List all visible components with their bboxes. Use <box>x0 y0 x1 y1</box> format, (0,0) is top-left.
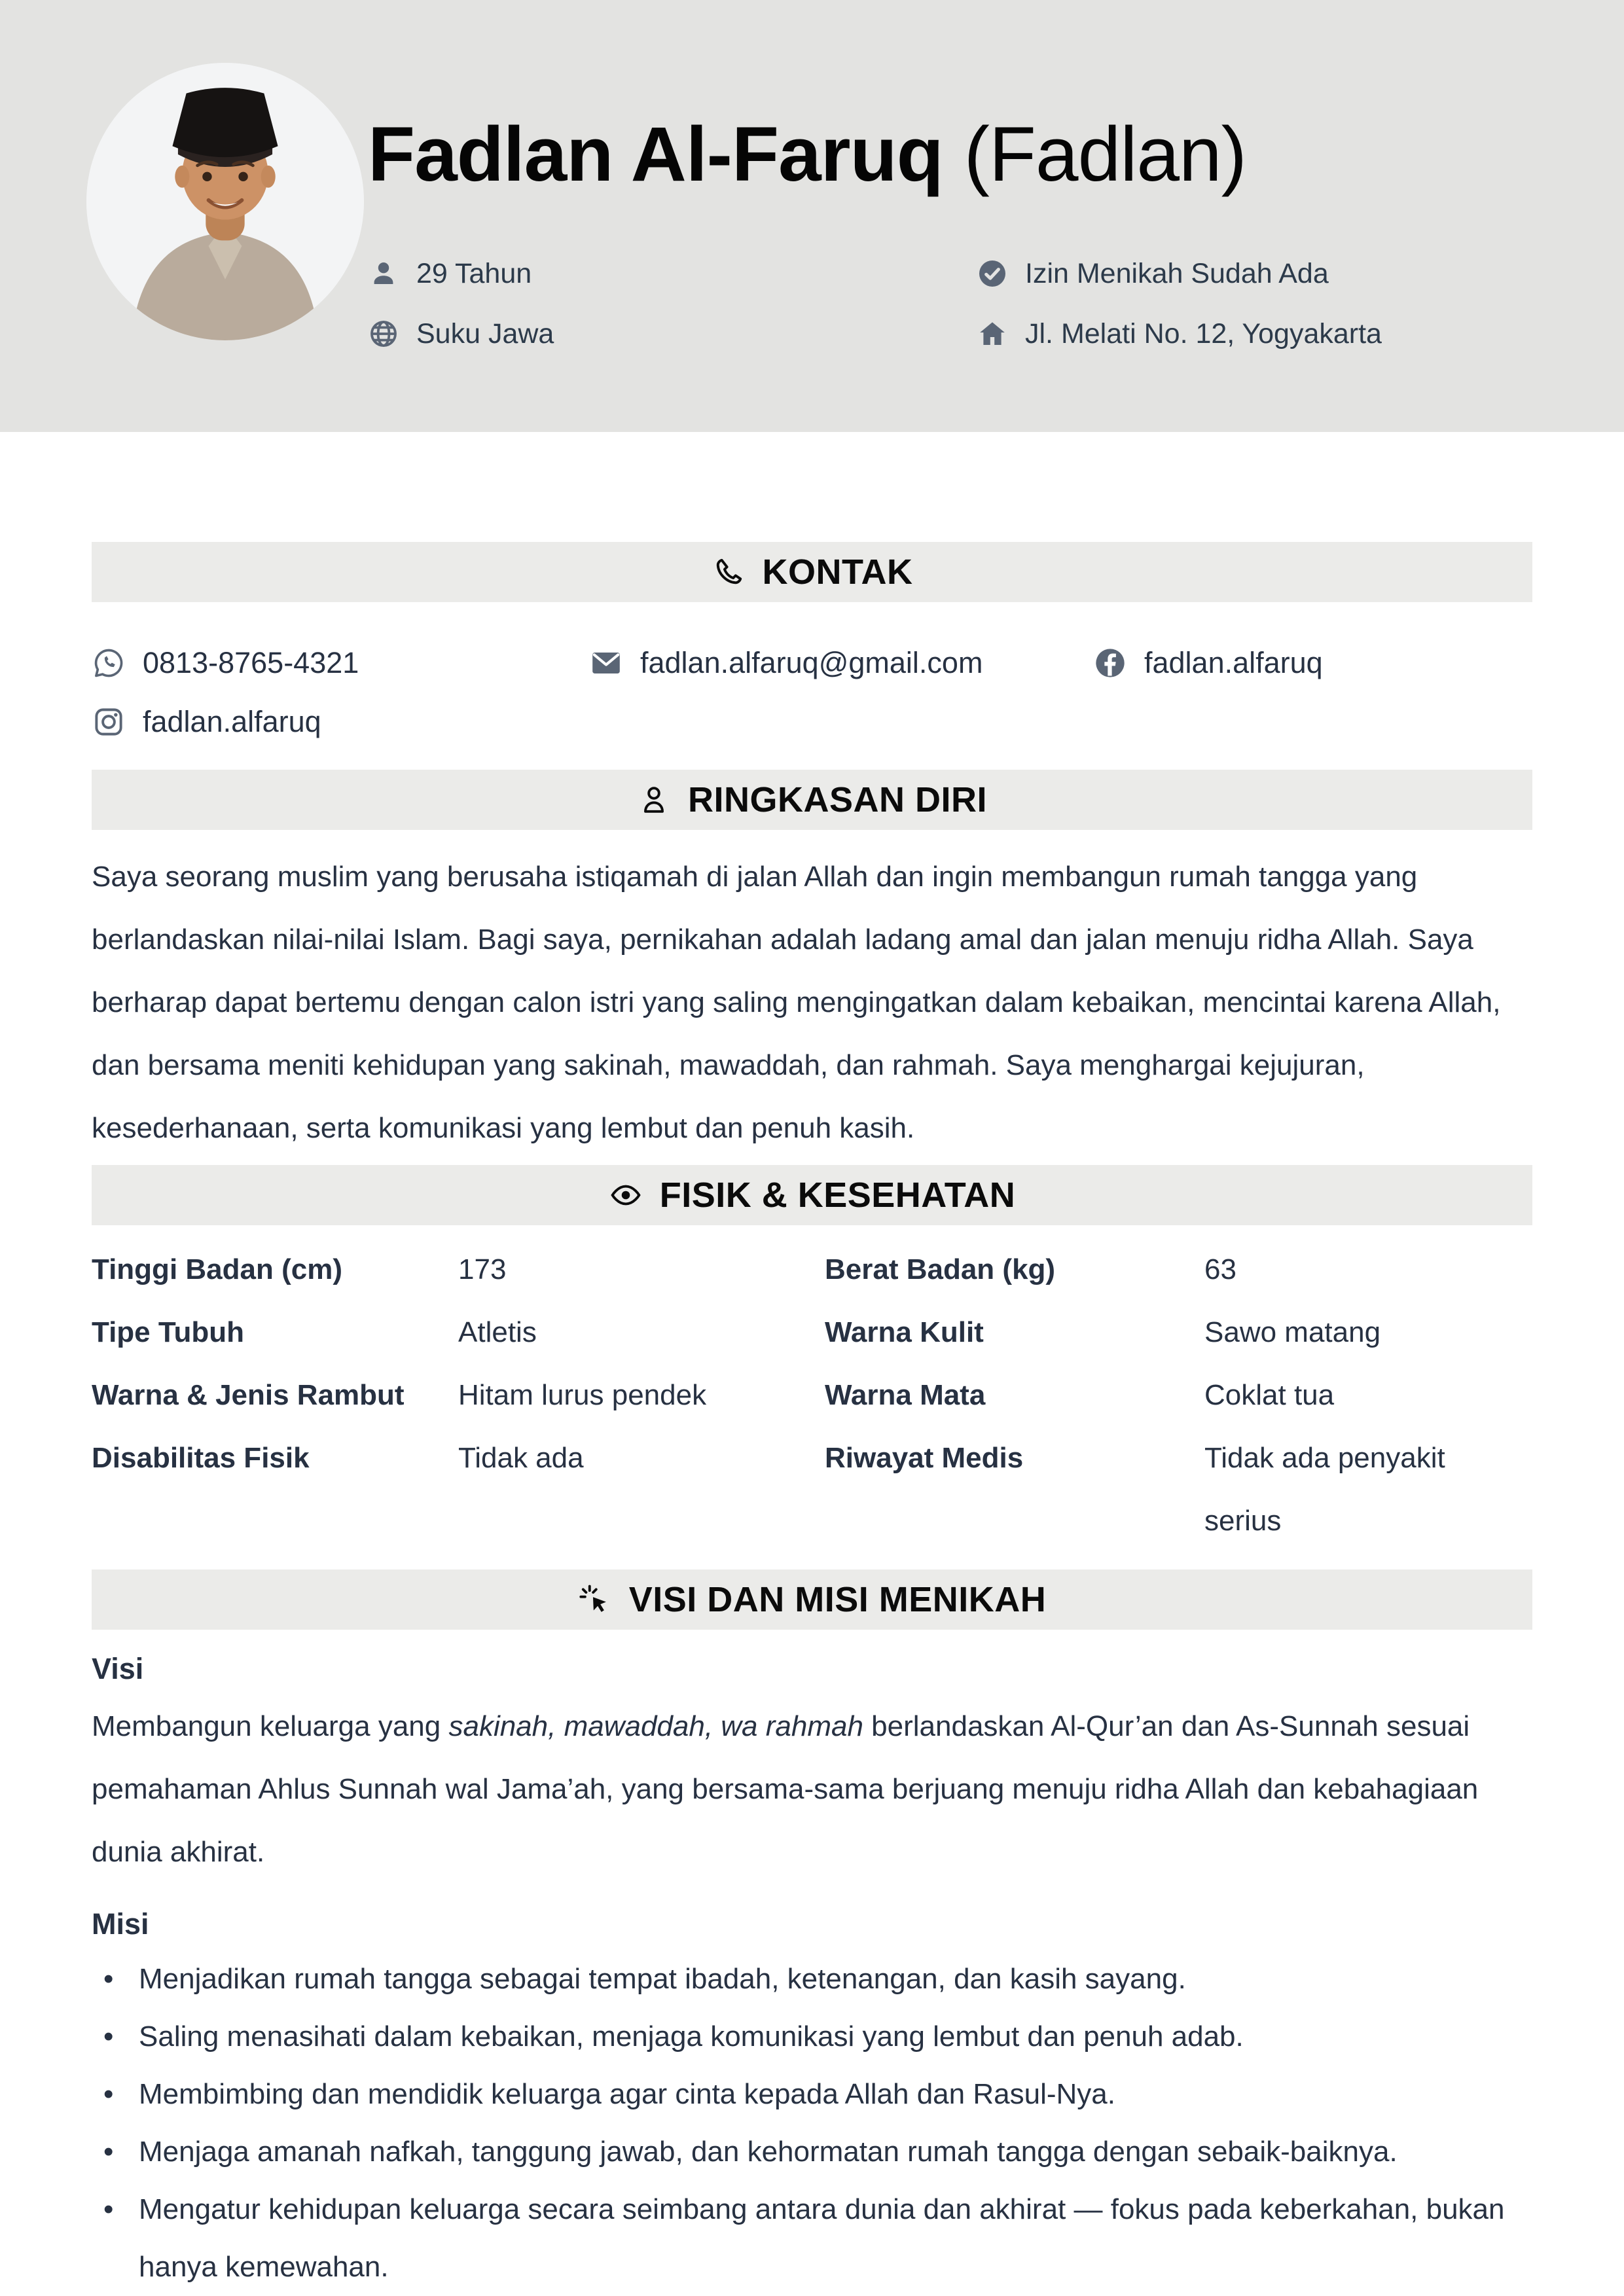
document-body <box>0 542 1624 2296</box>
info-ethnicity <box>368 318 977 350</box>
header <box>0 0 1624 432</box>
cursor-click-icon <box>578 1583 612 1617</box>
info-marriage-permission <box>977 258 1382 290</box>
nickname: (Fadlan) <box>964 111 1246 198</box>
section-banner-visi-misi <box>92 1570 1532 1630</box>
field-label: Tipe Tubuh <box>92 1316 244 1348</box>
field-value: Hitam lurus pendek <box>458 1379 707 1411</box>
info-address <box>977 318 1382 350</box>
physical-data-table <box>92 1238 1532 1552</box>
header-info <box>368 243 1382 364</box>
contact-instagram-text: fadlan.alfaruq <box>143 705 321 738</box>
info-age <box>368 258 977 290</box>
misi-item: • Menjaga amanah nafkah, tanggung jawab, dan kehormatan rumah tangga dengan sebaik-baiknya. <box>92 2123 1532 2181</box>
globe-icon <box>368 318 399 350</box>
portrait-illustration <box>86 63 364 340</box>
contact-list <box>92 634 1532 751</box>
visi-heading: Visi <box>92 1652 144 1685</box>
misi-heading: Misi <box>92 1907 149 1941</box>
misi-list <box>92 1950 1532 2296</box>
field-label: Warna & Jenis Rambut <box>92 1379 405 1411</box>
field-value: Tidak ada penyakit serius <box>1204 1442 1445 1537</box>
section-title-fisik: FISIK & KESEHATAN <box>659 1175 1016 1215</box>
email-icon <box>589 646 623 680</box>
check-circle-icon <box>977 258 1008 289</box>
contact-facebook <box>1093 646 1532 680</box>
instagram-icon <box>92 705 126 739</box>
contact-whatsapp-text: 0813-8765-4321 <box>143 646 359 679</box>
field-value: 63 <box>1204 1253 1236 1285</box>
field-label: Berat Badan (kg) <box>825 1253 1056 1285</box>
contact-facebook-text: fadlan.alfaruq <box>1144 646 1323 679</box>
field-value: Coklat tua <box>1204 1379 1335 1411</box>
section-title-kontak: KONTAK <box>762 552 913 592</box>
field-label: Warna Mata <box>825 1379 986 1411</box>
contact-email <box>589 646 1093 680</box>
info-marriage-permission-text: Izin Menikah Sudah Ada <box>1025 257 1329 289</box>
facebook-icon <box>1093 646 1127 680</box>
field-value: Atletis <box>458 1316 537 1348</box>
field-value: Tidak ada <box>458 1442 584 1474</box>
visi-text-italic: sakinah, mawaddah, wa rahmah <box>448 1710 863 1742</box>
eye-icon <box>609 1178 643 1212</box>
field-value: 173 <box>458 1253 507 1285</box>
visi-paragraph <box>92 1695 1532 1884</box>
contact-instagram <box>92 705 589 739</box>
person-outline-icon <box>637 783 671 817</box>
whatsapp-icon <box>92 646 126 680</box>
home-icon <box>977 318 1008 350</box>
section-title-ringkasan: RINGKASAN DIRI <box>687 780 987 819</box>
misi-item: • Menjadikan rumah tangga sebagai tempat ibadah, ketenangan, dan kasih sayang. <box>92 1950 1532 2008</box>
misi-item: • Saling menasihati dalam kebaikan, menjaga komunikasi yang lembut dan penuh adab. <box>92 2008 1532 2066</box>
section-banner-kontak <box>92 542 1532 602</box>
person-icon <box>368 258 399 289</box>
summary-paragraph: Saya seorang muslim yang berusaha istiqamah di jalan Allah dan ingin membangun rumah tangga yang berlandaskan nilai-nilai Islam. Bagi saya, pernikahan adalah ladang amal dan jalan menuju ridha Allah. Saya berharap dapat bertemu dengan calon istri yang saling mengingatkan dalam kebaikan, mencintai karena Allah, dan bersama meniti kehidupan yang sakinah, mawaddah, dan rahmah. Saya menghargai kejujuran, kesederhanaan, serta komunikasi yang lembut dan penuh kasih. <box>92 861 1501 1144</box>
contact-email-text: fadlan.alfaruq@gmail.com <box>640 646 983 679</box>
phone-icon <box>712 555 746 589</box>
info-age-text: 29 Tahun <box>416 257 532 289</box>
section-title-visi-misi: VISI DAN MISI MENIKAH <box>628 1580 1047 1619</box>
misi-item: • Mengatur kehidupan keluarga secara seimbang antara dunia dan akhirat — fokus pada keberkahan, bukan hanya kemewahan. <box>92 2181 1532 2296</box>
contact-whatsapp <box>92 646 589 680</box>
field-label: Warna Kulit <box>825 1316 984 1348</box>
info-ethnicity-text: Suku Jawa <box>416 317 554 350</box>
visi-text-before: Membangun keluarga yang <box>92 1710 449 1742</box>
field-label: Disabilitas Fisik <box>92 1442 310 1474</box>
section-banner-fisik <box>92 1165 1532 1225</box>
full-name: Fadlan Al-Faruq <box>368 111 943 198</box>
field-value: Sawo matang <box>1204 1316 1381 1348</box>
field-label: Riwayat Medis <box>825 1442 1024 1474</box>
profile-photo <box>86 63 364 340</box>
misi-item: • Membimbing dan mendidik keluarga agar cinta kepada Allah dan Rasul-Nya. <box>92 2066 1532 2123</box>
page-title <box>368 110 1246 199</box>
info-address-text: Jl. Melati No. 12, Yogyakarta <box>1025 317 1382 350</box>
field-label: Tinggi Badan (cm) <box>92 1253 342 1285</box>
section-banner-ringkasan <box>92 770 1532 830</box>
visi-text-after: berlandaskan Al-Qur’an dan As-Sunnah sesuai pemahaman Ahlus Sunnah wal Jama’ah, yang bersama-sama berjuang menuju ridha Allah dan kebahagiaan dunia akhirat. <box>92 1710 1479 1868</box>
